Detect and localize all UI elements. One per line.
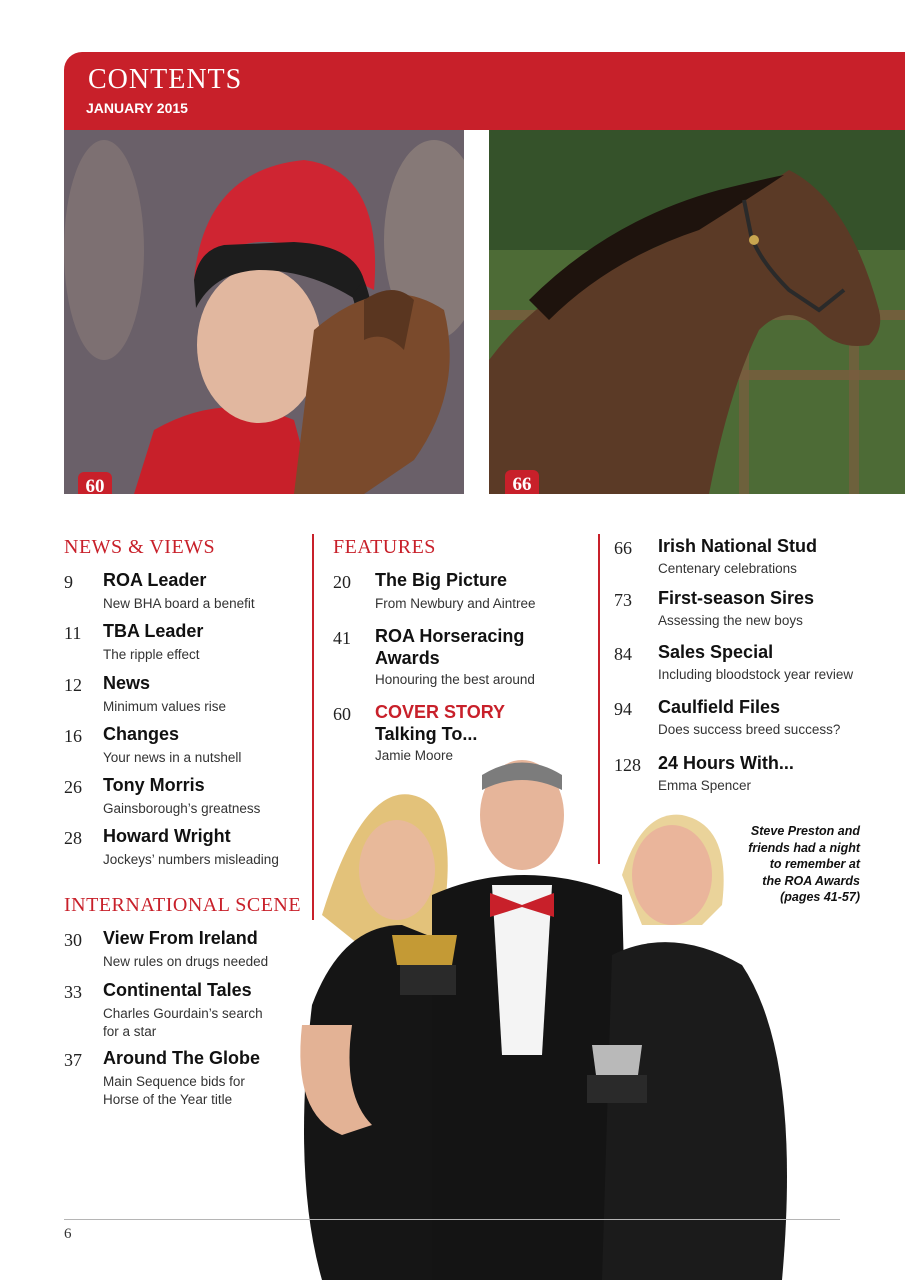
footer-rule [64,1219,840,1220]
caption-line: the ROA Awards [762,873,860,888]
entry-subtitle: Emma Spencer [658,778,752,793]
page-badge[interactable]: 60 [78,472,112,494]
issue-date: JANUARY 2015 [86,100,188,116]
entry-title: Sales Special [658,642,774,662]
entry-title: ROA Horseracing [375,626,525,646]
entry-title: Talking To... [375,724,478,744]
page-number: 20 [333,572,351,592]
jockey-photo [64,130,464,494]
cover-story-tag: COVER STORY [375,702,506,722]
page-number: 12 [64,675,82,695]
jockey-illustration [64,130,464,494]
page-number: 94 [614,699,632,719]
entry-title: Irish National Stud [658,536,818,556]
entry-subtitle: Honouring the best around [375,672,535,687]
entry-subtitle: From Newbury and Aintree [375,596,536,611]
entry-subtitle: Does success breed success? [658,722,841,737]
horse-photo [489,130,905,494]
entry-title: Around The Globe [103,1048,260,1068]
entry-subtitle: The ripple effect [103,647,200,662]
page-title: CONTENTS [88,64,243,95]
entry-subtitle: Minimum values rise [103,699,227,714]
entry-subtitle: Charles Gourdain’s search [103,1006,263,1021]
caption-line: (pages 41-57) [780,890,860,904]
entry-title: First-season Sires [658,588,815,608]
horse-illustration [489,130,905,494]
entry-title: 24 Hours With... [658,753,794,773]
caption-line: Steve Preston and [750,824,860,838]
entry-title: Changes [103,724,180,744]
page-number: 84 [614,644,632,664]
entry-subtitle: New BHA board a benefit [103,596,255,611]
entry-title: The Big Picture [375,570,508,590]
page-number: 128 [614,755,641,775]
entry-subtitle: Main Sequence bids for [103,1074,245,1089]
entry-title: Caulfield Files [658,697,781,717]
contents-header [64,52,905,130]
page-number: 60 [333,704,351,724]
page-folio: 6 [64,1226,72,1242]
entry-title: Awards [375,648,440,668]
entry-subtitle: for a star [103,1024,157,1039]
page-badge[interactable]: 66 [505,470,539,494]
entry-title: News [103,673,151,693]
page-number: 73 [614,590,632,610]
entry-subtitle: Horse of the Year title [103,1092,233,1107]
caption-line: to remember at [769,857,860,871]
entry-subtitle: Jamie Moore [375,748,454,763]
entry-subtitle: Assessing the new boys [658,613,803,628]
entry-subtitle: Gainsborough’s greatness [103,801,261,816]
section-features: FEATURES [333,536,436,558]
caption-line: friends had a night [748,840,860,855]
entry-title: TBA Leader [103,621,204,641]
page-number: 37 [64,1050,82,1070]
entry-title: Howard Wright [103,826,231,846]
entry-title: Tony Morris [103,775,205,795]
entry-subtitle: Centenary celebrations [658,561,797,576]
entry-subtitle: Jockeys’ numbers misleading [103,852,279,867]
page-number: 41 [333,628,351,648]
page-number: 28 [64,828,82,848]
entry-title: ROA Leader [103,570,207,590]
page-number: 33 [64,982,82,1002]
photo-caption [718,823,860,906]
page-number: 26 [64,777,82,797]
page-number: 30 [64,930,82,950]
page-number: 66 [614,538,632,558]
entry-subtitle: Your news in a nutshell [103,750,242,765]
section-news-views: NEWS & VIEWS [64,536,216,558]
page-number: 16 [64,726,82,746]
page-number: 11 [64,623,82,643]
entry-subtitle: Including bloodstock year review [658,667,854,682]
entry-title: View From Ireland [103,928,258,948]
entry-title: Continental Tales [103,980,252,1000]
page-number: 9 [64,572,73,592]
section-international-scene: INTERNATIONAL SCENE [64,894,302,916]
entry-subtitle: New rules on drugs needed [103,954,269,969]
